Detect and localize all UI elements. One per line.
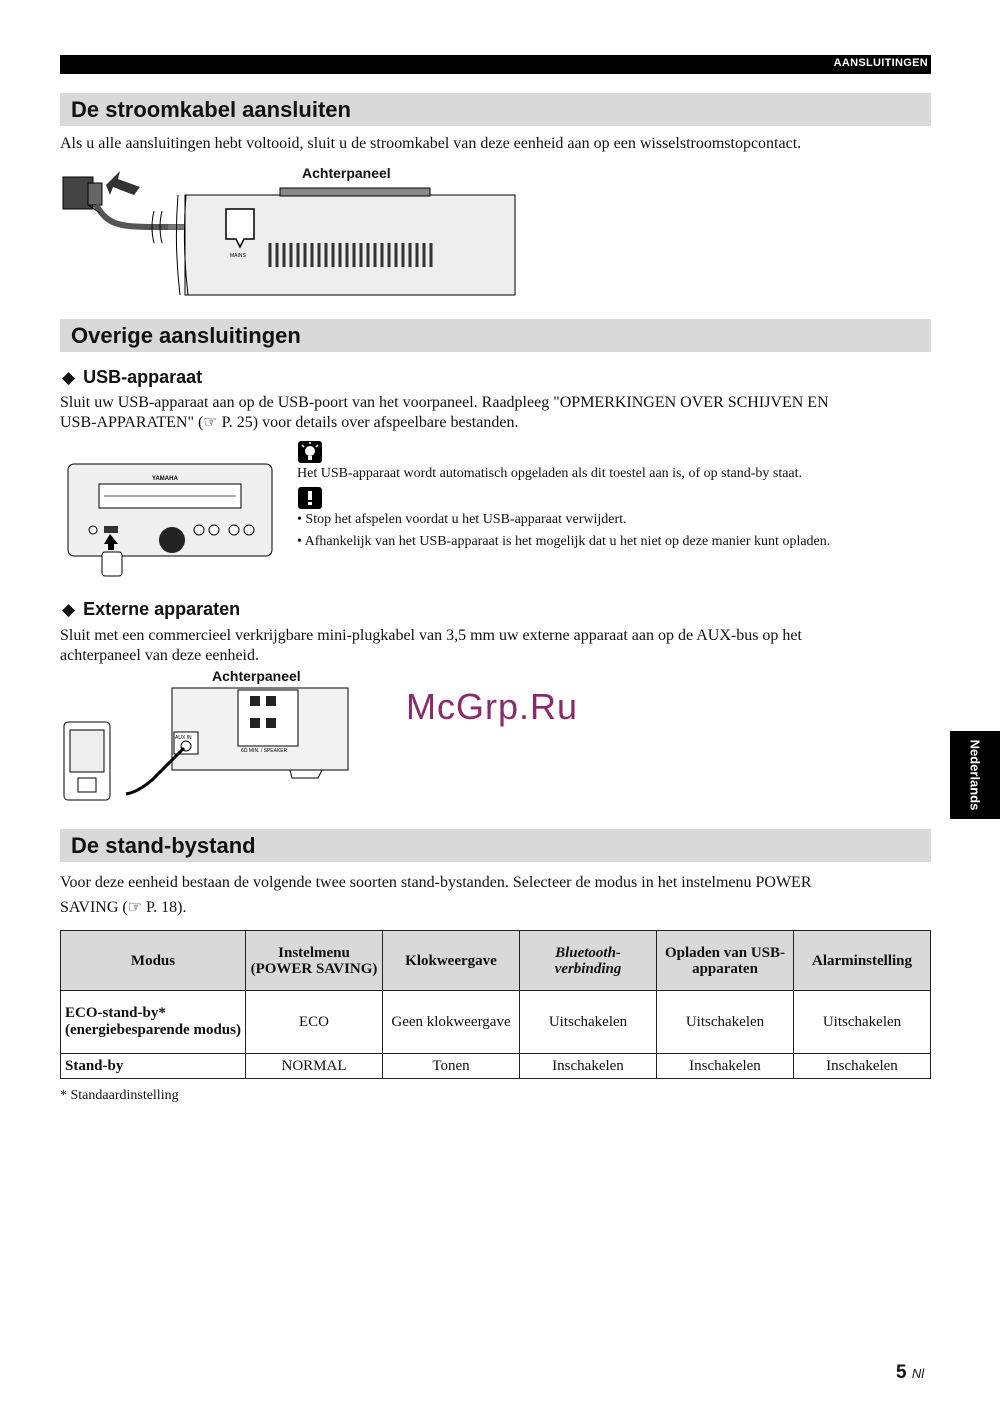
section-heading-other	[60, 319, 931, 352]
diamond-bullet-icon: ◆	[62, 600, 76, 619]
usb-text-line1: Sluit uw USB-apparaat aan op de USB-poort van het voorpaneel. Raadpleeg "OPMERKINGEN OVER SCHIJVEN EN	[60, 394, 829, 411]
page-number-value: 5	[896, 1362, 907, 1383]
power-instruction: Als u alle aansluitingen hebt voltooid, sluit u de stroomkabel van deze eenheid aan op een wisselstroomstopcontact.	[60, 135, 802, 152]
footnote: * Standaardinstelling	[60, 1088, 179, 1103]
aux-in-label: AUX IN	[175, 735, 192, 741]
rear-panel-label-aux: Achterpaneel	[212, 668, 301, 684]
language-tab-label: Nederlands	[967, 739, 983, 811]
usb-tip-note: Het USB-apparaat wordt automatisch opgeladen als dit toestel aan is, of op stand-by staat.	[297, 466, 803, 481]
table-row	[61, 1054, 931, 1079]
table-cell: Uitschakelen	[794, 991, 931, 1054]
table-cell: Uitschakelen	[520, 991, 657, 1054]
rear-panel-label: Achterpaneel	[302, 165, 391, 181]
table-cell: ECO	[246, 991, 383, 1054]
table-cell: Inschakelen	[520, 1054, 657, 1079]
warning-text: Stop het afspelen voordat u het USB-apparaat verwijdert.	[305, 512, 627, 527]
table-cell: Inschakelen	[794, 1054, 931, 1079]
table-cell: Stand-by	[61, 1054, 246, 1079]
section-label: AANSLUITINGEN	[833, 57, 928, 69]
table-header: Klokweergave	[383, 931, 520, 991]
warning-icon	[298, 487, 322, 509]
page-number	[896, 1362, 924, 1384]
speaker-label: 6Ω MIN. / SPEAKER	[241, 748, 288, 754]
table-header: Bluetooth-verbinding	[520, 931, 657, 991]
usb-heading	[62, 367, 202, 388]
mains-jack-label: MAINS	[230, 253, 246, 259]
header-bar	[60, 55, 931, 74]
table-cell: NORMAL	[246, 1054, 383, 1079]
table-header: Alarminstelling	[794, 931, 931, 991]
usb-text-line2: USB-APPARATEN" (☞ P. 25) voor details over afspeelbare bestanden.	[60, 414, 519, 431]
usb-front-panel-illustration	[64, 460, 276, 582]
external-heading-text: Externe apparaten	[83, 599, 241, 619]
section-title: De stroomkabel aansluiten	[71, 97, 351, 122]
table-cell: Tonen	[383, 1054, 520, 1079]
aux-connection-illustration	[60, 686, 352, 806]
usb-warning-2: • Afhankelijk van het USB-apparaat is het mogelijk dat u het niet op deze manier kunt opladen.	[297, 534, 831, 549]
warning-text: Afhankelijk van het USB-apparaat is het mogelijk dat u het niet op deze manier kunt opladen.	[304, 534, 831, 549]
table-cell: Geen klokweergave	[383, 991, 520, 1054]
usb-warning-1: • Stop het afspelen voordat u het USB-apparaat verwijdert.	[297, 512, 627, 527]
table-header: Instelmenu (POWER SAVING)	[246, 931, 383, 991]
device-brand: YAMAHA	[152, 476, 178, 482]
language-tab	[950, 731, 1000, 819]
page-language: Nl	[911, 1366, 925, 1381]
watermark: McGrp.Ru	[406, 686, 579, 727]
standby-text-line2: SAVING (☞ P. 18).	[60, 899, 187, 916]
table-header: Opladen van USB-apparaten	[657, 931, 794, 991]
external-text-line1: Sluit met een commercieel verkrijgbare mini-plugkabel van 3,5 mm uw externe apparaat aan op de AUX-bus op het	[60, 627, 802, 644]
table-cell: Uitschakelen	[657, 991, 794, 1054]
standby-text-line1: Voor deze eenheid bestaan de volgende twee soorten stand-bystanden. Selecteer de modus in het instelmenu POWER	[60, 874, 812, 891]
section-title: Overige aansluitingen	[71, 323, 301, 348]
power-cable-illustration	[58, 165, 518, 297]
external-heading	[62, 599, 240, 620]
external-text-line2: achterpaneel van deze eenheid.	[60, 647, 259, 664]
section-heading-standby	[60, 829, 931, 862]
table-cell: Inschakelen	[657, 1054, 794, 1079]
table-cell: ECO-stand-by* (energiebesparende modus)	[61, 991, 246, 1054]
section-heading-power	[60, 93, 931, 126]
table-header: Modus	[61, 931, 246, 991]
table-header-row	[61, 931, 931, 991]
table-row	[61, 991, 931, 1054]
tip-icon	[298, 441, 322, 463]
diamond-bullet-icon: ◆	[62, 368, 76, 387]
usb-heading-text: USB-apparaat	[83, 367, 203, 387]
standby-modes-table	[60, 930, 931, 1079]
section-title: De stand-bystand	[71, 833, 256, 858]
